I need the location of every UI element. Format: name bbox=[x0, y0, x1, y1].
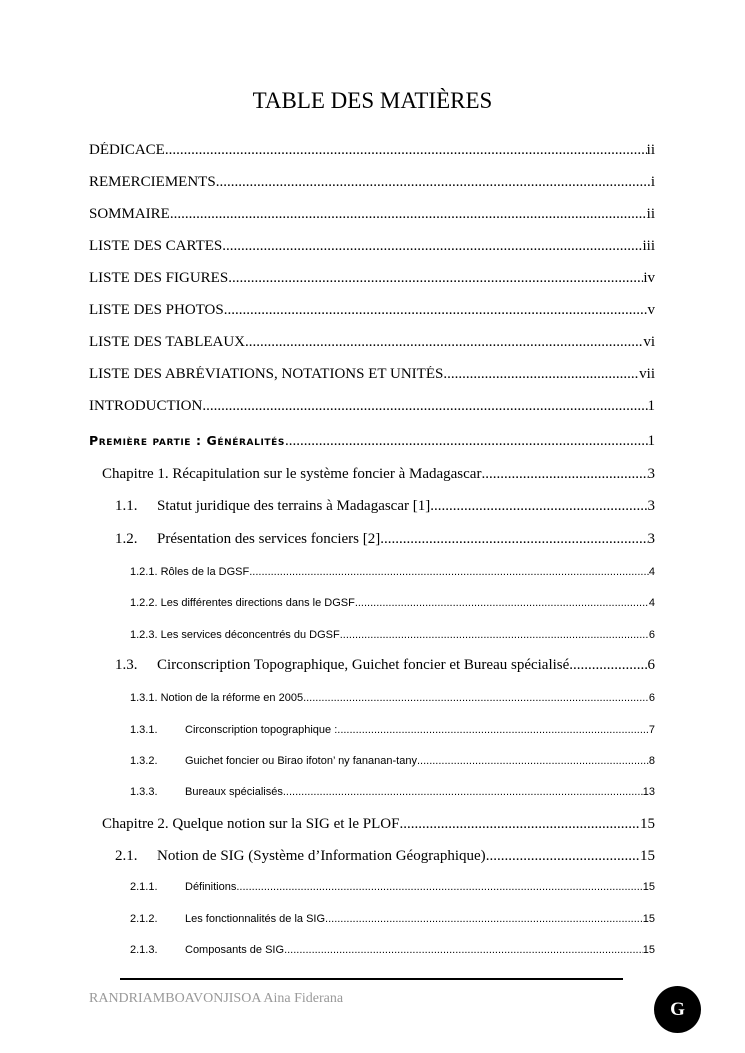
page-number: 8 bbox=[648, 755, 655, 767]
toc-entry-liste-photos[interactable]: LISTE DES PHOTOS ..... v bbox=[89, 302, 655, 319]
leader-dots bbox=[486, 848, 640, 865]
page-number: 3 bbox=[647, 498, 655, 514]
leader-dots bbox=[337, 724, 649, 736]
page-number: 6 bbox=[648, 692, 655, 704]
page-number: vi bbox=[643, 334, 655, 350]
page-number: 15 bbox=[642, 881, 655, 893]
page-number: vii bbox=[639, 366, 655, 382]
toc-entry-dedicace[interactable]: DÉDICACE ..... ii bbox=[89, 142, 655, 159]
page-number: 1 bbox=[647, 433, 655, 449]
leader-dots bbox=[170, 206, 647, 223]
leader-dots bbox=[417, 755, 649, 767]
page-number: iv bbox=[643, 270, 655, 286]
page-number: 15 bbox=[640, 816, 655, 832]
toc-entry-1-3-1-reforme[interactable]: 1.3.1. Notion de la réforme en 2005 ..... 6 bbox=[130, 692, 655, 704]
page-number: 13 bbox=[642, 786, 655, 798]
leader-dots bbox=[399, 816, 640, 833]
toc-entry-1-3[interactable]: 1.3. Circonscription Topographique, Guichet foncier et Bureau spécialisé ..... 6 bbox=[115, 657, 655, 674]
section-number: 1.3. bbox=[115, 657, 138, 673]
toc-entry-2-1-2[interactable]: 2.1.2. Les fonctionnalités de la SIG ..... 15 bbox=[130, 913, 655, 925]
toc-entry-liste-figures[interactable]: LISTE DES FIGURES ..... iv bbox=[89, 270, 655, 287]
footer-rule bbox=[120, 978, 623, 980]
page-number: 7 bbox=[648, 724, 655, 736]
section-number: 1.3.1. bbox=[130, 724, 158, 736]
toc-entry-2-1-3[interactable]: 2.1.3. Composants de SIG ..... 15 bbox=[130, 944, 655, 956]
leader-dots bbox=[224, 302, 648, 319]
section-number: 2.1. bbox=[115, 848, 138, 864]
section-number: 2.1.2. bbox=[130, 913, 158, 925]
toc-entry-1-3-2[interactable]: 1.3.2. Guichet foncier ou Birao ifoton’ ny fananan-tany ..... 8 bbox=[130, 755, 655, 767]
page-number: i bbox=[650, 174, 655, 190]
leader-dots bbox=[569, 657, 647, 674]
toc-entry-introduction[interactable]: INTRODUCTION ..... 1 bbox=[89, 398, 655, 415]
page-number: 6 bbox=[648, 629, 655, 641]
page-number: 15 bbox=[640, 848, 655, 864]
page-number: ii bbox=[646, 142, 655, 158]
toc-entry-remerciements[interactable]: REMERCIEMENTS ..... i bbox=[89, 174, 655, 191]
toc-entry-1-2-2[interactable]: 1.2.2. Les différentes directions dans le DGSF ..... 4 bbox=[130, 597, 655, 609]
page-number: ii bbox=[646, 206, 655, 222]
section-number: 2.1.1. bbox=[130, 881, 158, 893]
leader-dots bbox=[303, 692, 649, 704]
toc-entry-1-3-3[interactable]: 1.3.3. Bureaux spécialisés ..... 13 bbox=[130, 786, 655, 798]
page-number: 4 bbox=[648, 566, 655, 578]
leader-dots bbox=[222, 238, 642, 255]
leader-dots bbox=[285, 433, 648, 450]
page-badge[interactable]: G bbox=[654, 986, 701, 1033]
leader-dots bbox=[284, 944, 643, 956]
toc-entry-premiere-partie[interactable]: Première partie : Généralités ..... 1 bbox=[89, 433, 655, 450]
section-number: 1.3.3. bbox=[130, 786, 158, 798]
toc-entry-chapitre-2[interactable]: Chapitre 2. Quelque notion sur la SIG et le PLOF ..... 15 bbox=[102, 816, 655, 833]
leader-dots bbox=[245, 334, 643, 351]
footer-author: RANDRIAMBOAVONJISOA Aina Fiderana bbox=[89, 991, 344, 1006]
leader-dots bbox=[216, 174, 651, 191]
leader-dots bbox=[283, 786, 643, 798]
leader-dots bbox=[249, 566, 649, 578]
page-title: TABLE DES MATIÈRES bbox=[252, 88, 493, 113]
leader-dots bbox=[443, 366, 639, 383]
page-number: v bbox=[647, 302, 655, 318]
page-number: 15 bbox=[642, 913, 655, 925]
leader-dots bbox=[340, 629, 649, 641]
leader-dots bbox=[236, 881, 642, 893]
leader-dots bbox=[325, 913, 643, 925]
toc-entry-liste-abreviations[interactable]: LISTE DES ABRÉVIATIONS, NOTATIONS ET UNITÉS ..... vii bbox=[89, 366, 655, 383]
page-number: 4 bbox=[648, 597, 655, 609]
page-number: 6 bbox=[647, 657, 655, 673]
section-number: 1.2. bbox=[115, 531, 138, 547]
page-number: 1 bbox=[647, 398, 655, 414]
toc-entry-sommaire[interactable]: SOMMAIRE ..... ii bbox=[89, 206, 655, 223]
leader-dots bbox=[380, 531, 647, 548]
page-number: 3 bbox=[647, 531, 655, 547]
toc-entry-liste-tableaux[interactable]: LISTE DES TABLEAUX ..... vi bbox=[89, 334, 655, 351]
leader-dots bbox=[430, 498, 647, 515]
toc-entry-2-1[interactable]: 2.1. Notion de SIG (Système d’Information Géographique) ..... 15 bbox=[115, 848, 655, 865]
leader-dots bbox=[165, 142, 647, 159]
page-number: 15 bbox=[642, 944, 655, 956]
toc-entry-1-1[interactable]: 1.1. Statut juridique des terrains à Madagascar [1] ..... 3 bbox=[115, 498, 655, 515]
toc-entry-1-2[interactable]: 1.2. Présentation des services fonciers [2] ..... 3 bbox=[115, 531, 655, 548]
leader-dots bbox=[228, 270, 643, 287]
toc-entry-2-1-1[interactable]: 2.1.1. Définitions ..... 15 bbox=[130, 881, 655, 893]
page-number: 3 bbox=[647, 466, 655, 482]
toc-entry-liste-cartes[interactable]: LISTE DES CARTES ..... iii bbox=[89, 238, 655, 255]
section-number: 1.3.2. bbox=[130, 755, 158, 767]
leader-dots bbox=[355, 597, 649, 609]
section-number: 2.1.3. bbox=[130, 944, 158, 956]
leader-dots bbox=[481, 466, 647, 483]
toc-entry-1-2-3[interactable]: 1.2.3. Les services déconcentrés du DGSF ..... 6 bbox=[130, 629, 655, 641]
toc-entry-chapitre-1[interactable]: Chapitre 1. Récapitulation sur le système foncier à Madagascar ..... 3 bbox=[102, 466, 655, 483]
leader-dots bbox=[202, 398, 647, 415]
page-number: iii bbox=[642, 238, 655, 254]
section-number: 1.1. bbox=[115, 498, 138, 514]
toc-entry-1-2-1[interactable]: 1.2.1. Rôles de la DGSF ..... 4 bbox=[130, 566, 655, 578]
toc-entry-1-3-1[interactable]: 1.3.1. Circonscription topographique : ..... 7 bbox=[130, 724, 655, 736]
